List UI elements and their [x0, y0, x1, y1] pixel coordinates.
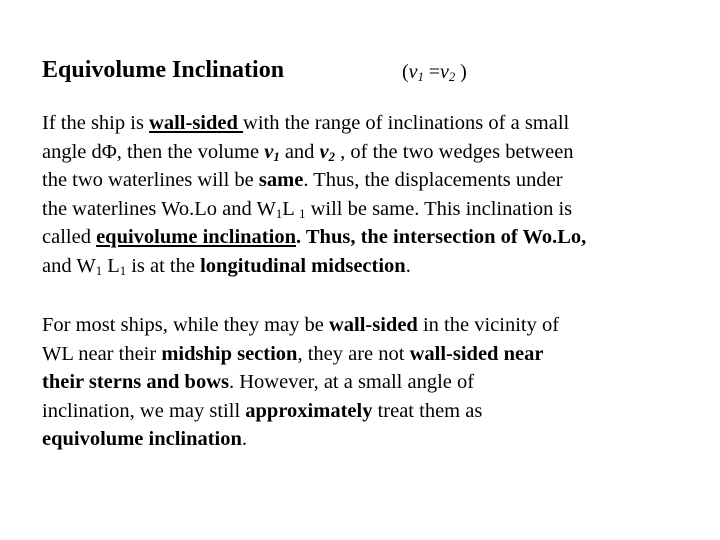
term-wall-sided: wall-sided: [149, 112, 244, 134]
p2-line-3: their sterns and bows. However, at a small angle of: [42, 371, 475, 393]
term-longitudinal-midsection: longitudinal midsection: [200, 254, 406, 277]
formula-equals: =: [428, 61, 441, 83]
formula-v1-sub: 1: [417, 70, 424, 85]
p1-line-5: called equivolume inclination. Thus, the intersection of Wo.Lo,: [42, 226, 587, 248]
paragraph-wall-sided: [42, 109, 682, 280]
formula-close: ): [460, 61, 467, 83]
term-midship-section: midship section: [161, 342, 298, 365]
p2-line-4: inclination, we may still approximately treat them as: [42, 399, 483, 422]
title-row: [42, 55, 682, 89]
paragraph-most-ships: [42, 311, 682, 454]
p2-line-2: WL near their midship section, they are not wall-sided near: [42, 342, 544, 365]
p2-line-1: For most ships, while they may be wall-sided in the vicinity of: [42, 314, 560, 336]
p2-line-5: equivolume inclination.: [42, 428, 248, 450]
p1-line-6: and $W_1$ $L_1$ is at the longitudinal midsection.: [42, 254, 411, 278]
term-same: same: [258, 169, 304, 191]
formula-v2-sub: 2: [448, 70, 456, 85]
title-formula: [402, 58, 467, 86]
p1-line-2: angle dΦ, then the volume $v_1$ and $v_2$ , of the two wedges between: [42, 140, 574, 164]
formula-open: (: [402, 61, 409, 83]
term-sterns-and-bows: their sterns and bows: [42, 371, 229, 393]
p1-line-1: If the ship is wall-sided with the range of inclinations of a small: [42, 112, 570, 134]
p1-line-3: the two waterlines will be same. Thus, the displacements under: [42, 169, 563, 191]
term-equivolume-inclination: equivolume inclination: [96, 226, 296, 248]
slide-title: Equivolume Inclination: [42, 57, 285, 83]
formula-v1: v: [408, 61, 418, 83]
term-approximately: approximately: [245, 399, 373, 422]
p1-line-4: the waterlines Wo.Lo and $W_1L$ $_1$ will be same. This inclination is: [42, 197, 573, 221]
formula-v2: v: [440, 61, 449, 83]
